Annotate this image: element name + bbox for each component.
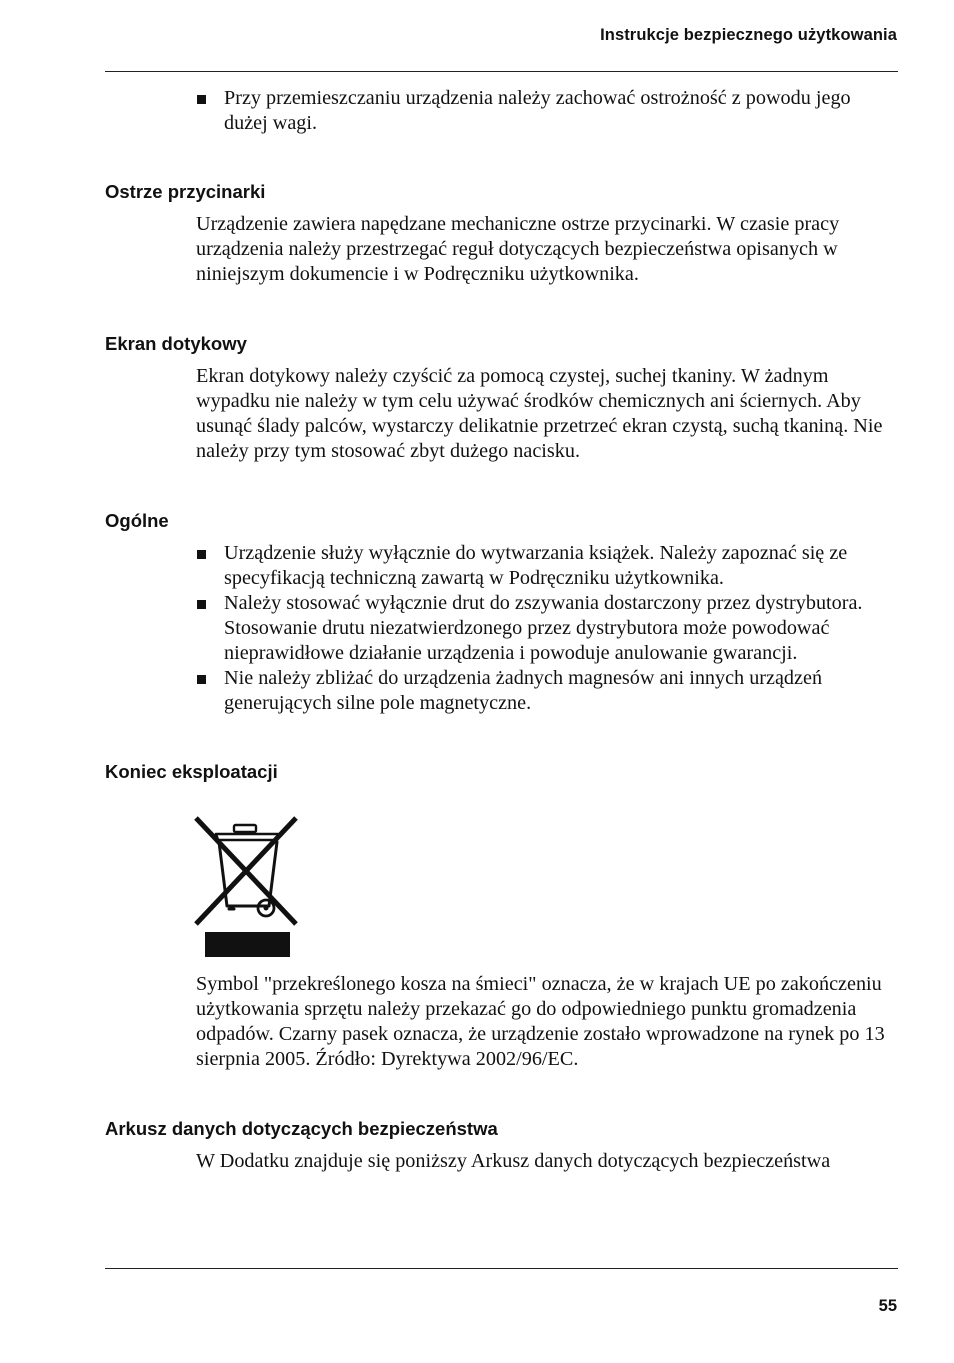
section-heading: Ogólne (105, 510, 169, 531)
list-item: Należy stosować wyłącznie drut do zszywania dostarczony przez dystrybutora. Stosowanie drutu niezatwierdzonego przez dystrybutora może powodować nieprawidłowe działanie urządzenia i powoduje anulowanie gwarancji. (196, 591, 898, 666)
section-heading: Koniec eksploatacji (105, 761, 278, 782)
bullet-square-icon (197, 95, 206, 104)
section-paragraph: Urządzenie zawiera napędzane mechaniczne ostrze przycinarki. W czasie pracy urządzenia należy przestrzegać reguł dotyczących bezpieczeństwa opisanych w niniejszym dokumencie i w Podręczniku użytkownika. (196, 213, 840, 285)
section-general (105, 509, 898, 716)
bullet-square-icon (197, 550, 206, 559)
section-safety-data-sheet (105, 1117, 898, 1174)
general-bullet-list (196, 541, 898, 716)
section-paragraph: Symbol "przekreślonego kosza na śmieci" oznacza, że w krajach UE po zakończeniu użytkowania sprzętu należy przekazać go do odpowiedniego punktu gromadzenia odpadów. Czarny pasek oznacza, że urządzenie zostało wprowadzone na rynek po 13 sierpnia 2005. Źródło: Dyrektywa 2002/96/EC. (196, 973, 885, 1070)
crossed-out-wheelie-bin-icon (194, 816, 298, 958)
list-item: Nie należy zbliżać do urządzenia żadnych magnesów ani innych urządzeń generujących silne pole magnetyczne. (196, 666, 898, 716)
list-item: Urządzenie służy wyłącznie do wytwarzania książek. Należy zapoznać się ze specyfikacją techniczną zawartą w Podręczniku użytkownika. (196, 541, 898, 591)
running-header-title: Instrukcje bezpiecznego użytkowania (600, 26, 897, 44)
intro-bullet-list (196, 86, 898, 136)
section-heading: Ekran dotykowy (105, 333, 247, 354)
section-heading: Ostrze przycinarki (105, 181, 266, 202)
bullet-square-icon (197, 675, 206, 684)
section-paragraph: W Dodatku znajduje się poniższy Arkusz danych dotyczących bezpieczeństwa (196, 1150, 831, 1172)
section-blade (105, 180, 898, 287)
section-heading: Arkusz danych dotyczących bezpieczeństwa (105, 1118, 498, 1139)
page-number: 55 (878, 1297, 897, 1315)
footer-rule (105, 1268, 898, 1269)
list-item: Przy przemieszczaniu urządzenia należy zachować ostrożność z powodu jego dużej wagi. (196, 86, 898, 136)
section-paragraph: Ekran dotykowy należy czyścić za pomocą czystej, suchej tkaniny. W żadnym wypadku nie należy w tym celu używać środków chemicznych ani ściernych. Aby usunąć ślady palców, wystarczy delikatnie przetrzeć ekran czystą, suchą tkaniną. Nie należy przy tym stosować zbyt dużego nacisku. (196, 365, 883, 462)
page-content (105, 86, 898, 1174)
bullet-square-icon (197, 600, 206, 609)
section-touchscreen (105, 332, 898, 464)
header-rule (105, 71, 898, 72)
section-end-of-life (105, 760, 898, 1072)
